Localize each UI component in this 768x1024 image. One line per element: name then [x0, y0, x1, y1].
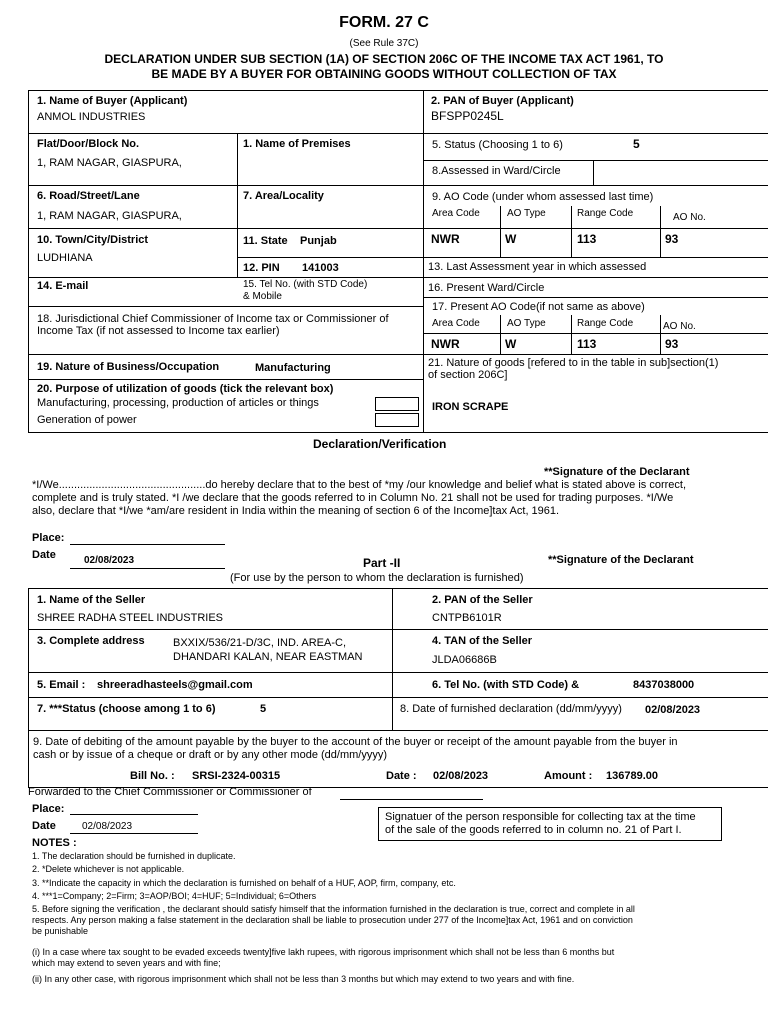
form-title: FORM. 27 C: [339, 14, 429, 31]
seller-email-value: shreeradhasteels@gmail.com: [97, 679, 253, 691]
pin-label: 12. PIN: [243, 262, 280, 274]
declaration-text-line1: *I/We................................................do hereby declare that to the best of *my /our knowledge and belief what is stated above is correct,: [32, 479, 687, 491]
rule-line: [593, 160, 594, 185]
rule-reference: (See Rule 37C): [349, 38, 419, 49]
ao-header-no: AO No.: [673, 212, 706, 223]
state-label: 11. State: [243, 235, 288, 247]
present-ao-header-area: Area Code: [432, 318, 480, 329]
part2-subtitle: (For use by the person to whom the declaration is furnished): [230, 572, 524, 584]
status-label: 5. Status (Choosing 1 to 6): [432, 139, 563, 151]
seller-address-line1: BXXIX/536/21-D/3C, IND. AREA-C,: [173, 637, 347, 649]
rule-line: [237, 257, 423, 258]
purpose-label: 20. Purpose of utilization of goods (tick the relevant box): [37, 383, 334, 395]
note-3: 3. **Indicate the capacity in which the declaration is furnished on behalf of a HUF, AOP, firm, company, etc.: [32, 878, 456, 888]
tel-label-line2: & Mobile: [243, 291, 282, 302]
rule-line: [28, 228, 423, 229]
signatory-text-line1: Signatuer of the person responsible for collecting tax at the time: [385, 811, 696, 823]
rule-line: [28, 379, 423, 380]
bill-date-label: Date :: [386, 770, 417, 782]
seller-name-value: SHREE RADHA STEEL INDUSTRIES: [37, 612, 224, 624]
status-value: 5: [633, 137, 640, 151]
forwarded-line: [340, 799, 483, 800]
town-label: 10. Town/City/District: [37, 234, 149, 246]
declarant-signature-label: **Signature of the Declarant: [544, 466, 690, 478]
declaration-title: Declaration/Verification: [313, 437, 447, 451]
declaration-heading-line2: BE MADE BY A BUYER FOR OBTAINING GOODS WITHOUT COLLECTION OF TAX: [151, 67, 617, 81]
rule-line: [423, 228, 768, 229]
present-ao-header-no: AO No.: [663, 321, 696, 332]
declaration-date-value: 02/08/2023: [84, 555, 135, 566]
flat-label: Flat/Door/Block No.: [37, 138, 140, 150]
part2-date-label: Date: [32, 820, 56, 832]
note-5-line2: respects. Any person making a false statement in the declaration shall be liable to prosecution under 277 of the Income]tax Act, 1961 and on conviction: [32, 915, 633, 925]
ao-value-area: NWR: [431, 232, 460, 246]
rule-line: [28, 672, 768, 673]
declaration-text-line2: complete and is truly stated. *I /we declare that the goods referred to in Column No. 21 shall not be used for trading purposes. *I/We: [32, 492, 674, 504]
pin-value: 141003: [302, 262, 339, 274]
rule-line: [660, 206, 661, 257]
furnished-date-label: 8. Date of furnished declaration (dd/mm/yyyy): [400, 703, 622, 715]
rule-line: [423, 277, 768, 278]
amount-label: Amount :: [544, 770, 593, 782]
ao-header-type: AO Type: [507, 208, 546, 219]
purpose-option-manufacturing: Manufacturing, processing, production of articles or things: [37, 397, 319, 409]
amount-value: 136789.00: [606, 770, 658, 782]
present-ao-value-area: NWR: [431, 337, 460, 351]
seller-address-label: 3. Complete address: [37, 635, 145, 647]
bill-no-label: Bill No. :: [130, 770, 175, 782]
seller-tan-value: JLDA06686B: [432, 654, 497, 666]
declaration-place-line: [70, 544, 225, 545]
ao-header-area: Area Code: [432, 208, 480, 219]
declarant-signature-label-2: **Signature of the Declarant: [548, 554, 694, 566]
goods-value: IRON SCRAPE: [432, 401, 509, 413]
rule-line: [28, 277, 423, 278]
rule-line: [423, 297, 768, 298]
rule-line: [423, 354, 768, 355]
purpose-option-power: Generation of power: [37, 414, 137, 426]
buyer-pan-label: 2. PAN of Buyer (Applicant): [431, 95, 574, 107]
part2-date-value: 02/08/2023: [82, 821, 133, 832]
business-label: 19. Nature of Business/Occupation: [37, 361, 220, 373]
declaration-text-line3: also, declare that *I/we *am/are resident in India within the meaning of section 6 of the Income]tax Act, 1961.: [32, 505, 560, 517]
present-ward-label: 16. Present Ward/Circle: [428, 282, 545, 294]
purpose-power-checkbox[interactable]: [375, 413, 419, 427]
declaration-date-line: [70, 568, 225, 569]
ao-header-range: Range Code: [577, 208, 634, 219]
seller-status-label: 7. ***Status (choose among 1 to 6): [37, 703, 216, 715]
part2-title: Part -II: [363, 556, 401, 570]
note-1: 1. The declaration should be furnished in duplicate.: [32, 851, 236, 861]
goods-label-line1: 21. Nature of goods [refered to in the table in sub]section(1): [428, 357, 719, 369]
seller-tan-label: 4. TAN of the Seller: [432, 635, 533, 647]
jurisdiction-label-line1: 18. Jurisdictional Chief Commissioner of Income tax or Commissioner of: [37, 313, 389, 325]
part1-inner-divider: [237, 133, 238, 277]
furnished-date-value: 02/08/2023: [645, 704, 701, 716]
rule-line: [423, 133, 768, 134]
seller-tel-label: 6. Tel No. (with STD Code) &: [432, 679, 580, 691]
note-6-line1: (i) In a case where tax sought to be evaded exceeds twenty]five lakh rupees, with rigorous imprisonment which shall not be less than 6 months but: [32, 947, 615, 957]
area-label: 7. Area/Locality: [243, 190, 324, 202]
rule-line: [28, 730, 768, 731]
part2-center-divider: [392, 588, 393, 730]
note-5-line1: 5. Before signing the verification , the declarant should satisfy himself that the information furnished in the declaration is true, correct and complete in all: [32, 904, 635, 914]
rule-line: [423, 333, 768, 334]
declaration-place-label: Place:: [32, 532, 65, 544]
business-value: Manufacturing: [255, 362, 331, 374]
last-assessment-label: 13. Last Assessment year in which assessed: [428, 261, 647, 273]
present-ao-label: 17. Present AO Code(if not same as above): [432, 301, 645, 313]
jurisdiction-label-line2: Income Tax (if not assessed to Income tax earlier): [37, 325, 280, 337]
state-value: Punjab: [300, 235, 337, 247]
rule-line: [423, 185, 768, 186]
rule-line: [500, 206, 501, 257]
declaration-heading-line1: DECLARATION UNDER SUB SECTION (1A) OF SECTION 206C OF THE INCOME TAX ACT 1961, TO: [104, 52, 664, 66]
declaration-date-label: Date: [32, 549, 56, 561]
rule-line: [423, 160, 768, 161]
part2-date-line: [70, 833, 198, 834]
purpose-manufacturing-checkbox[interactable]: [375, 397, 419, 411]
debit-text-line1: 9. Date of debiting of the amount payable by the buyer to the account of the buyer or receipt of the amount payable from the buyer in: [33, 736, 678, 748]
assessed-ward-label: 8.Assessed in Ward/Circle: [432, 165, 561, 177]
notes-title: NOTES :: [32, 837, 77, 849]
buyer-name-label: 1. Name of Buyer (Applicant): [37, 95, 188, 107]
present-ao-value-type: W: [505, 337, 517, 351]
rule-line: [660, 315, 661, 354]
present-ao-value-range: 113: [577, 337, 597, 351]
rule-line: [28, 629, 768, 630]
town-value: LUDHIANA: [37, 252, 93, 264]
seller-pan-label: 2. PAN of the Seller: [432, 594, 533, 606]
buyer-name-value: ANMOL INDUSTRIES: [37, 111, 146, 123]
seller-status-value: 5: [260, 703, 267, 715]
note-6-line2: which may extend to seven years and with fine;: [32, 958, 221, 968]
ao-value-no: 93: [665, 232, 679, 246]
buyer-pan-value: BFSPP0245L: [431, 109, 504, 123]
part2-place-label: Place:: [32, 803, 65, 815]
seller-name-label: 1. Name of the Seller: [37, 594, 146, 606]
goods-label-line2: of section 206C]: [428, 369, 508, 381]
seller-pan-value: CNTPB6101R: [432, 612, 502, 624]
road-label: 6. Road/Street/Lane: [37, 190, 140, 202]
present-ao-header-type: AO Type: [507, 318, 546, 329]
rule-line: [423, 257, 768, 258]
rule-line: [571, 315, 572, 354]
ao-value-range: 113: [577, 232, 597, 246]
note-7: (ii) In any other case, with rigorous imprisonment which shall not be less than 3 months but which may extend to two years and with fine.: [32, 974, 575, 984]
bill-date-value: 02/08/2023: [433, 770, 489, 782]
rule-line: [28, 306, 423, 307]
email-label: 14. E-mail: [37, 280, 89, 292]
road-value: 1, RAM NAGAR, GIASPURA,: [37, 210, 182, 222]
rule-line: [500, 315, 501, 354]
signatory-text-line2: of the sale of the goods referred to in column no. 21 of Part I.: [385, 824, 682, 836]
premises-label: 1. Name of Premises: [243, 138, 351, 150]
note-5-line3: be punishable: [32, 926, 89, 936]
rule-line: [28, 185, 423, 186]
forwarded-text: Forwarded to the Chief Commissioner or Commissioner of: [28, 786, 312, 798]
part2-place-line: [70, 814, 198, 815]
seller-email-label: 5. Email :: [37, 679, 86, 691]
seller-address-line2: DHANDARI KALAN, NEAR EASTMAN: [173, 651, 363, 663]
rule-line: [28, 697, 768, 698]
ao-code-label: 9. AO Code (under whom assessed last time): [432, 191, 654, 203]
rule-line: [28, 133, 423, 134]
seller-tel-value: 8437038000: [633, 679, 695, 691]
part1-center-divider: [423, 90, 424, 433]
note-4: 4. ***1=Company; 2=Firm; 3=AOP/BOI; 4=HUF; 5=Individual; 6=Others: [32, 891, 317, 901]
note-2: 2. *Delete whichever is not applicable.: [32, 864, 185, 874]
present-ao-header-range: Range Code: [577, 318, 634, 329]
bill-no-value: SRSI-2324-00315: [192, 770, 281, 782]
tel-label-line1: 15. Tel No. (with STD Code): [243, 279, 368, 290]
rule-line: [571, 206, 572, 257]
flat-value: 1, RAM NAGAR, GIASPURA,: [37, 157, 182, 169]
ao-value-type: W: [505, 232, 517, 246]
debit-text-line2: cash or by issue of a cheque or draft or by any other mode (dd/mm/yyyy): [33, 749, 387, 761]
present-ao-value-no: 93: [665, 337, 679, 351]
rule-line: [28, 354, 423, 355]
